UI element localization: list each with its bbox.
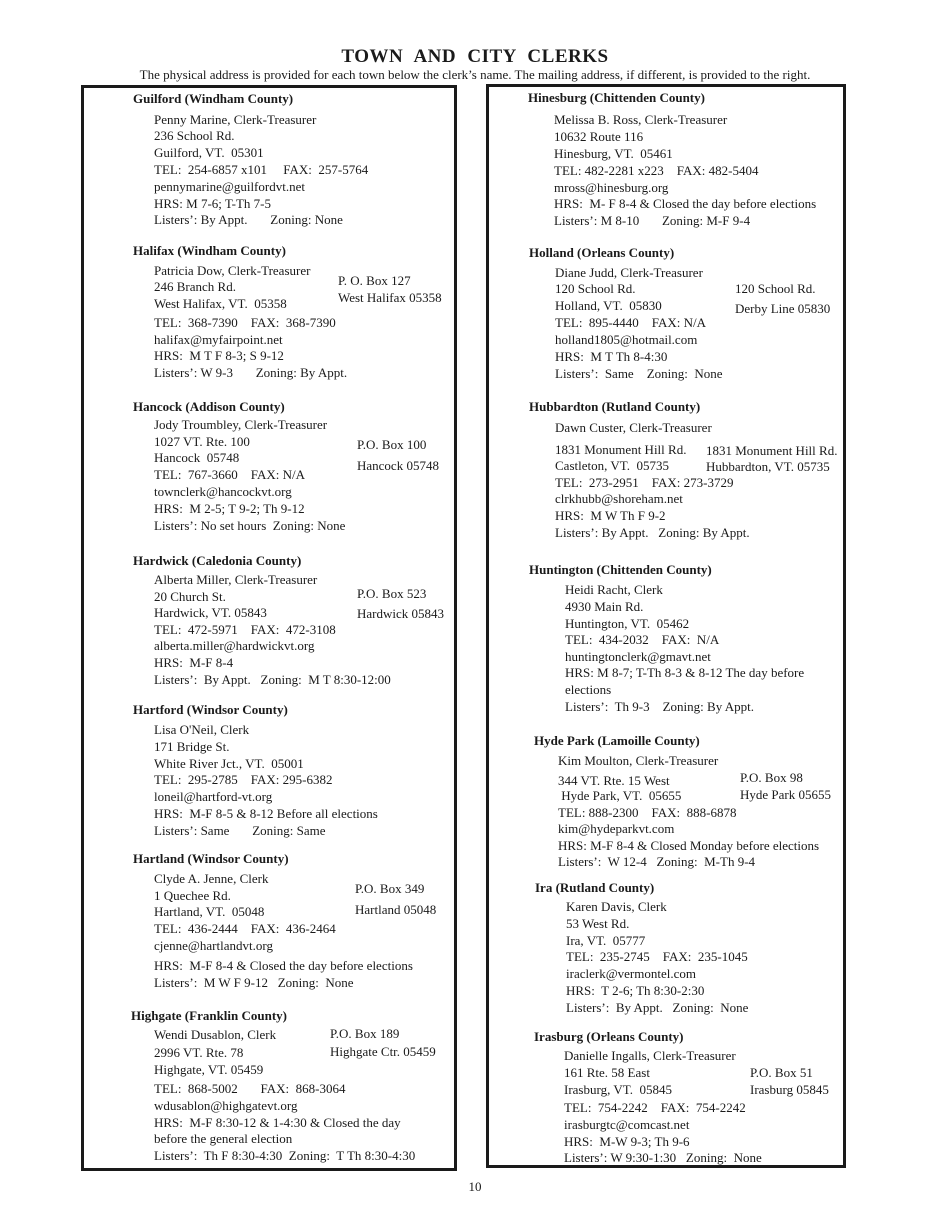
entry-line: HRS: M T F 8-3; S 9-12 bbox=[154, 348, 284, 363]
town-heading: Guilford (Windham County) bbox=[133, 91, 294, 106]
entry-line: TEL: 235-2745 FAX: 235-1045 bbox=[566, 949, 748, 964]
entry-line: halifax@myfairpoint.net bbox=[154, 332, 283, 347]
entry-line: 171 Bridge St. bbox=[154, 739, 230, 754]
mailing-address-line: P.O. Box 98 bbox=[740, 770, 803, 785]
entry-line: HRS: M- F 8-4 & Closed the day before elections bbox=[554, 196, 817, 211]
entry-line: TEL: 767-3660 FAX: N/A bbox=[154, 467, 306, 482]
town-heading: Hardwick (Caledonia County) bbox=[133, 553, 302, 568]
entry-line: Highgate, VT. 05459 bbox=[154, 1062, 264, 1077]
entry-line: TEL: 754-2242 FAX: 754-2242 bbox=[564, 1100, 746, 1115]
entry-line: 1027 VT. Rte. 100 bbox=[154, 434, 250, 449]
entry-line: HRS: M-F 8-5 & 8-12 Before all elections bbox=[154, 806, 378, 821]
entry-line: Heidi Racht, Clerk bbox=[565, 582, 663, 597]
entry-line: wdusablon@highgatevt.org bbox=[154, 1098, 298, 1113]
entry-line: TEL: 482-2281 x223 FAX: 482-5404 bbox=[554, 163, 759, 178]
mailing-address-line: P.O. Box 349 bbox=[355, 881, 425, 896]
entry-line: Listers’: Th F 8:30-4:30 Zoning: T Th 8:30-4:30 bbox=[154, 1148, 416, 1163]
page-number: 10 bbox=[468, 1179, 482, 1194]
page-subtitle: The physical address is provided for each town below the clerk’s name. The mailing address, if different, is provided to the right. bbox=[139, 67, 811, 82]
entry-line: Kim Moulton, Clerk-Treasurer bbox=[558, 753, 719, 768]
town-heading: Highgate (Franklin County) bbox=[131, 1008, 288, 1023]
entry-line: TEL: 868-5002 FAX: 868-3064 bbox=[154, 1081, 346, 1096]
entry-line: HRS: T 2-6; Th 8:30-2:30 bbox=[566, 983, 705, 998]
entry-line: 344 VT. Rte. 15 West bbox=[558, 773, 670, 788]
entry-line: Listers’: Same Zoning: None bbox=[555, 366, 723, 381]
entry-line: Hancock 05748 bbox=[154, 450, 240, 465]
entry-line: 10632 Route 116 bbox=[554, 129, 644, 144]
entry-line: iraclerk@vermontel.com bbox=[566, 966, 696, 981]
entry-line: Irasburg, VT. 05845 bbox=[564, 1082, 672, 1097]
mailing-address-line: Highgate Ctr. 05459 bbox=[330, 1044, 436, 1059]
entry-line: 120 School Rd. bbox=[555, 281, 636, 296]
entry-line: Castleton, VT. 05735 bbox=[555, 458, 669, 473]
town-heading: Huntington (Chittenden County) bbox=[529, 562, 712, 577]
entry-line: Listers’: W 9:30-1:30 Zoning: None bbox=[564, 1150, 762, 1165]
entry-line: HRS: M T Th 8-4:30 bbox=[555, 349, 668, 364]
entry-line: Alberta Miller, Clerk-Treasurer bbox=[154, 572, 318, 587]
mailing-address-line: P.O. Box 51 bbox=[750, 1065, 813, 1080]
entry-line: 1831 Monument Hill Rd. bbox=[555, 442, 687, 457]
entry-line: Jody Troumbley, Clerk-Treasurer bbox=[154, 417, 328, 432]
entry-line: Melissa B. Ross, Clerk-Treasurer bbox=[554, 112, 728, 127]
entry-line: cjenne@hartlandvt.org bbox=[154, 938, 273, 953]
entry-line: TEL: 434-2032 FAX: N/A bbox=[565, 632, 720, 647]
entry-line: HRS: M-F 8:30-12 & 1-4:30 & Closed the day bbox=[154, 1115, 401, 1130]
entry-line: HRS: M 2-5; T 9-2; Th 9-12 bbox=[154, 501, 305, 516]
mailing-address-line: P.O. Box 100 bbox=[357, 437, 427, 452]
entry-line: Danielle Ingalls, Clerk-Treasurer bbox=[564, 1048, 736, 1063]
town-heading: Hartland (Windsor County) bbox=[133, 851, 289, 866]
mailing-address-line: Derby Line 05830 bbox=[735, 301, 831, 316]
entry-line: elections bbox=[565, 682, 612, 697]
entry-line: Hartland, VT. 05048 bbox=[154, 904, 265, 919]
entry-line: 161 Rte. 58 East bbox=[564, 1065, 650, 1080]
entry-line: Lisa O'Neil, Clerk bbox=[154, 722, 250, 737]
entry-line: HRS: M 8-7; T-Th 8-3 & 8-12 The day before bbox=[565, 665, 805, 680]
entry-line: townclerk@hancockvt.org bbox=[154, 484, 292, 499]
entry-line: HRS: M-F 8-4 & Closed Monday before elections bbox=[558, 838, 820, 853]
town-heading: Irasburg (Orleans County) bbox=[534, 1029, 684, 1044]
entry-line: 20 Church St. bbox=[154, 589, 226, 604]
town-heading: Hartford (Windsor County) bbox=[133, 702, 288, 717]
entry-line: TEL: 295-2785 FAX: 295-6382 bbox=[154, 772, 333, 787]
entry-line: Dawn Custer, Clerk-Treasurer bbox=[555, 420, 712, 435]
entry-line: Huntington, VT. 05462 bbox=[565, 616, 690, 631]
entry-line: HRS: M-F 8-4 bbox=[154, 655, 234, 670]
entry-line: huntingtonclerk@gmavt.net bbox=[565, 649, 711, 664]
entry-line: Holland, VT. 05830 bbox=[555, 298, 662, 313]
entry-line: TEL: 888-2300 FAX: 888-6878 bbox=[558, 805, 737, 820]
entry-line: TEL: 436-2444 FAX: 436-2464 bbox=[154, 921, 336, 936]
mailing-address-line: P. O. Box 127 bbox=[338, 273, 411, 288]
entry-line: HRS: M-W 9-3; Th 9-6 bbox=[564, 1134, 690, 1149]
town-heading: Hyde Park (Lamoille County) bbox=[534, 733, 700, 748]
entry-line: Listers’: Same Zoning: Same bbox=[154, 823, 326, 838]
entry-line: Guilford, VT. 05301 bbox=[154, 145, 264, 160]
entry-line: Hyde Park, VT. 05655 bbox=[558, 788, 682, 803]
entry-line: alberta.miller@hardwickvt.org bbox=[154, 638, 315, 653]
entry-line: HRS: M 7-6; T-Th 7-5 bbox=[154, 196, 272, 211]
mailing-address-line: Hardwick 05843 bbox=[357, 606, 445, 621]
entry-line: Ira, VT. 05777 bbox=[566, 933, 646, 948]
entry-line: Listers’: By Appt. Zoning: By Appt. bbox=[555, 525, 750, 540]
entry-line: Listers’: No set hours Zoning: None bbox=[154, 518, 346, 533]
entry-line: White River Jct., VT. 05001 bbox=[154, 756, 304, 771]
mailing-address-line: West Halifax 05358 bbox=[338, 290, 442, 305]
entry-line: Clyde A. Jenne, Clerk bbox=[154, 871, 269, 886]
entry-line: holland1805@hotmail.com bbox=[555, 332, 698, 347]
mailing-address-line: Hyde Park 05655 bbox=[740, 787, 831, 802]
entry-line: 2996 VT. Rte. 78 bbox=[154, 1045, 244, 1060]
entry-line: irasburgtc@comcast.net bbox=[564, 1117, 690, 1132]
entry-line: mross@hinesburg.org bbox=[554, 180, 669, 195]
entry-line: Wendi Dusablon, Clerk bbox=[154, 1027, 277, 1042]
mailing-address-line: Irasburg 05845 bbox=[750, 1082, 829, 1097]
mailing-address-line: 1831 Monument Hill Rd. bbox=[706, 443, 838, 458]
mailing-address-line: P.O. Box 523 bbox=[357, 586, 427, 601]
town-heading: Hinesburg (Chittenden County) bbox=[528, 90, 705, 105]
entry-line: Hinesburg, VT. 05461 bbox=[554, 146, 673, 161]
entry-line: TEL: 368-7390 FAX: 368-7390 bbox=[154, 315, 336, 330]
entry-line: TEL: 254-6857 x101 FAX: 257-5764 bbox=[154, 162, 369, 177]
entry-line: TEL: 472-5971 FAX: 472-3108 bbox=[154, 622, 336, 637]
entry-line: Patricia Dow, Clerk-Treasurer bbox=[154, 263, 311, 278]
entry-line: Diane Judd, Clerk-Treasurer bbox=[555, 265, 703, 280]
entry-line: Listers’: By Appt. Zoning: None bbox=[154, 212, 343, 227]
entry-line: 246 Branch Rd. bbox=[154, 279, 236, 294]
entry-line: loneil@hartford-vt.org bbox=[154, 789, 273, 804]
entry-line: Listers’: M W F 9-12 Zoning: None bbox=[154, 975, 354, 990]
entry-line: Listers’: By Appt. Zoning: None bbox=[566, 1000, 749, 1015]
entry-line: HRS: M W Th F 9-2 bbox=[555, 508, 666, 523]
entry-line: kim@hydeparkvt.com bbox=[558, 821, 675, 836]
mailing-address-line: Hancock 05748 bbox=[357, 458, 439, 473]
entry-line: clrkhubb@shoreham.net bbox=[555, 491, 683, 506]
entry-line: Hardwick, VT. 05843 bbox=[154, 605, 267, 620]
entry-line: TEL: 273-2951 FAX: 273-3729 bbox=[555, 475, 734, 490]
entry-line: pennymarine@guilfordvt.net bbox=[154, 179, 305, 194]
entry-line: TEL: 895-4440 FAX: N/A bbox=[555, 315, 707, 330]
entry-line: Listers’: M 8-10 Zoning: M-F 9-4 bbox=[554, 213, 751, 228]
mailing-address-line: Hubbardton, VT. 05735 bbox=[706, 459, 830, 474]
mailing-address-line: P.O. Box 189 bbox=[330, 1026, 400, 1041]
entry-line: Listers’: W 12-4 Zoning: M-Th 9-4 bbox=[558, 854, 756, 869]
entry-line: before the general election bbox=[154, 1131, 293, 1146]
page-title: TOWN AND CITY CLERKS bbox=[341, 46, 609, 67]
entry-line: 1 Quechee Rd. bbox=[154, 888, 231, 903]
town-heading: Hancock (Addison County) bbox=[133, 399, 285, 414]
entry-line: HRS: M-F 8-4 & Closed the day before elections bbox=[154, 958, 413, 973]
entry-line: Karen Davis, Clerk bbox=[566, 899, 667, 914]
mailing-address-line: Hartland 05048 bbox=[355, 902, 437, 917]
entry-line: 4930 Main Rd. bbox=[565, 599, 644, 614]
entry-line: 236 School Rd. bbox=[154, 128, 235, 143]
entry-line: Listers’: Th 9-3 Zoning: By Appt. bbox=[565, 699, 754, 714]
town-heading: Halifax (Windham County) bbox=[133, 243, 286, 258]
entry-line: Listers’: W 9-3 Zoning: By Appt. bbox=[154, 365, 348, 380]
town-heading: Ira (Rutland County) bbox=[535, 880, 655, 895]
entry-line: Listers’: By Appt. Zoning: M T 8:30-12:00 bbox=[154, 672, 391, 687]
entry-line: Penny Marine, Clerk-Treasurer bbox=[154, 112, 317, 127]
mailing-address-line: 120 School Rd. bbox=[735, 281, 816, 296]
town-heading: Holland (Orleans County) bbox=[529, 245, 675, 260]
town-heading: Hubbardton (Rutland County) bbox=[529, 399, 701, 414]
entry-line: West Halifax, VT. 05358 bbox=[154, 296, 287, 311]
entry-line: 53 West Rd. bbox=[566, 916, 630, 931]
